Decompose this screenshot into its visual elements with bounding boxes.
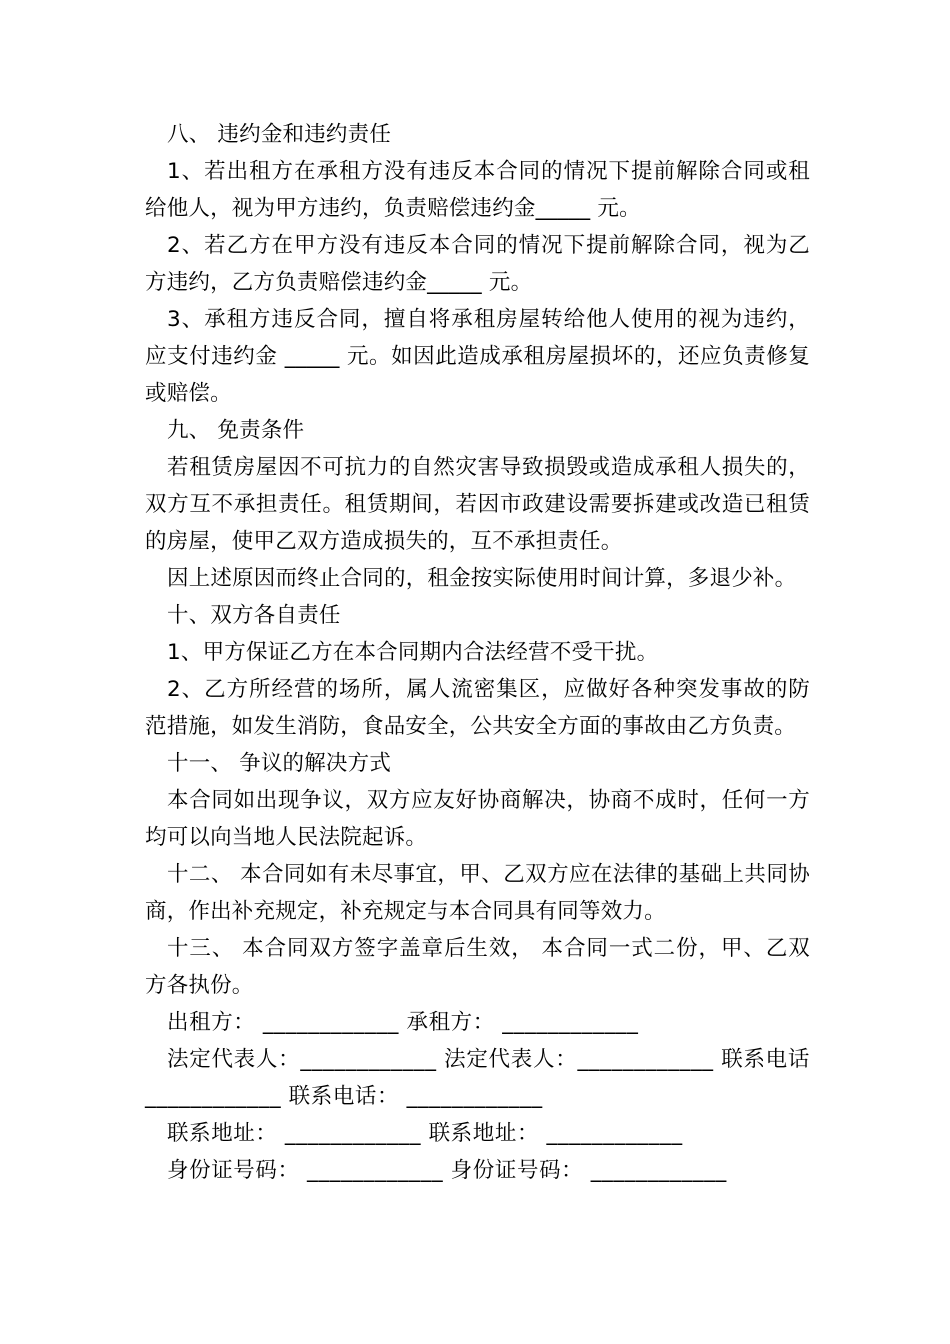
clause-9-2: 因上述原因而终止合同的，租金按实际使用时间计算，多退少补。 (167, 566, 797, 591)
section-heading-9: 九、 免责条件 (167, 418, 305, 443)
signature-line-representative-phone: 法定代表人：____________ 法定代表人：____________ 联系电话 ____________ 联系电话： ____________ (145, 1047, 818, 1109)
section-heading-8: 八、 违约金和违约责任 (167, 122, 392, 147)
section-13: 十三、 本合同双方签字盖章后生效， 本合同一式二份，甲、乙双方各执份。 (145, 936, 810, 998)
contract-body (145, 116, 818, 1189)
signature-line-id-number: 身份证号码： ____________ 身份证号码： ____________ (167, 1158, 727, 1183)
clause-8-2: 2、若乙方在甲方没有违反本合同的情况下提前解除合同，视为乙方违约，乙方负责赔偿违约金_____ 元。 (145, 233, 810, 295)
section-heading-11: 十一、 争议的解决方式 (167, 751, 392, 776)
clause-10-1: 1、甲方保证乙方在本合同期内合法经营不受干扰。 (167, 640, 659, 665)
clause-11-1: 本合同如出现争议，双方应友好协商解决，协商不成时，任何一方均可以向当地人民法院起诉。 (145, 788, 810, 850)
signature-line-lessor-lessee: 出租方： ____________ 承租方： ____________ (167, 1010, 639, 1035)
clause-8-3: 3、承租方违反合同，擅自将承租房屋转给他人使用的视为违约，应支付违约金 _____ 元。如因此造成承租房屋损坏的，还应负责修复或赔偿。 (145, 307, 810, 406)
signature-line-address: 联系地址： ____________ 联系地址： ____________ (167, 1121, 683, 1146)
section-heading-10: 十、双方各自责任 (167, 603, 341, 628)
section-12: 十二、 本合同如有未尽事宜，甲、乙双方应在法律的基础上共同协商，作出补充规定，补充规定与本合同具有同等效力。 (145, 862, 810, 924)
clause-10-2: 2、乙方所经营的场所，属人流密集区，应做好各种突发事故的防范措施，如发生消防，食品安全，公共安全方面的事故由乙方负责。 (145, 677, 810, 739)
clause-9-1: 若租赁房屋因不可抗力的自然灾害导致损毁或造成承租人损失的，双方互不承担责任。租赁期间，若因市政建设需要拆建或改造已租赁的房屋，使甲乙双方造成损失的，互不承担责任。 (145, 455, 810, 554)
clause-8-1: 1、若出租方在承租方没有违反本合同的情况下提前解除合同或租给他人，视为甲方违约，负责赔偿违约金_____ 元。 (145, 159, 810, 221)
